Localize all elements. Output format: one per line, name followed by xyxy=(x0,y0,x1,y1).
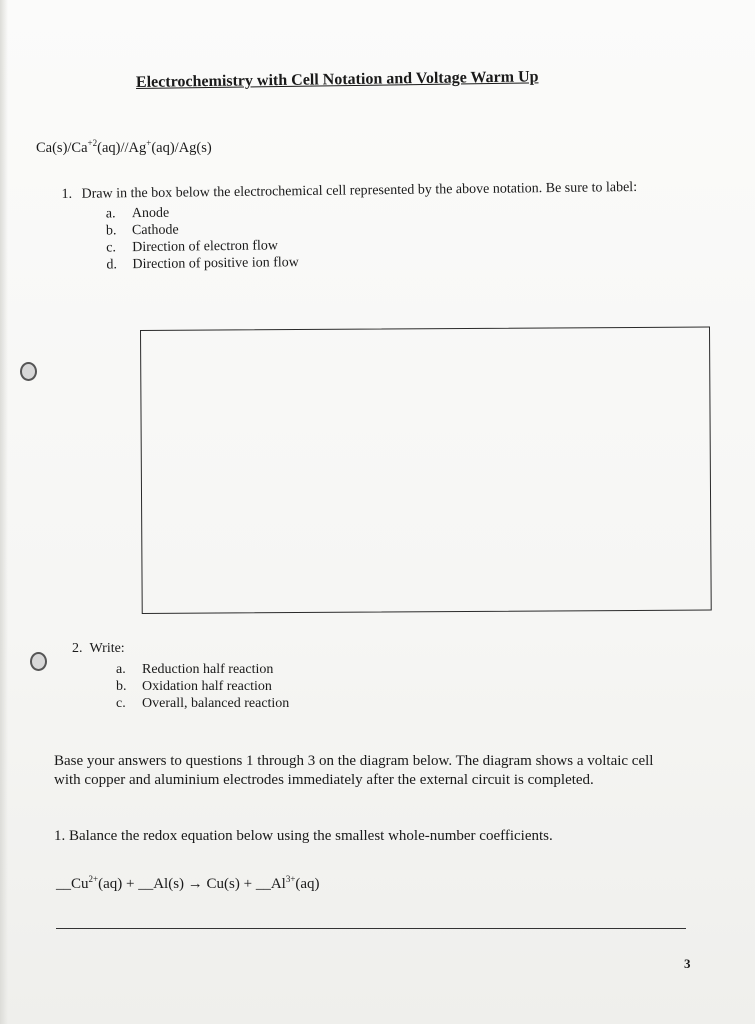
binder-hole xyxy=(30,652,47,671)
item-letter: b. xyxy=(116,678,127,694)
item-letter: b. xyxy=(105,223,117,239)
drawing-box[interactable] xyxy=(140,327,712,614)
question-number: 1. xyxy=(61,186,73,203)
question-text: Draw in the box below the electrochemical cell represented by the above notation. Be sure to label: xyxy=(81,179,638,202)
item-text: Direction of positive ion flow xyxy=(132,255,299,273)
item-letter: a. xyxy=(116,661,126,677)
item-letter: a. xyxy=(105,206,116,222)
item-letter: d. xyxy=(106,257,118,273)
item-text: Cathode xyxy=(131,222,179,239)
item-letter: c. xyxy=(106,240,117,256)
notation-part: (aq)/Ag(s) xyxy=(151,139,212,156)
equation-part: __Cu xyxy=(56,876,89,892)
question-text: Write: xyxy=(89,641,125,656)
question-2 xyxy=(72,640,289,712)
question-number: 2. xyxy=(72,641,83,656)
equation-part: (aq) + __Al(s) → Cu(s) + __Al xyxy=(98,876,286,892)
page-number: 3 xyxy=(684,956,691,971)
question-1 xyxy=(61,178,682,274)
cell-notation xyxy=(36,138,212,157)
item-text: Direction of electron flow xyxy=(132,238,279,256)
notation-superscript: +2 xyxy=(87,138,98,148)
item-text: Reduction half reaction xyxy=(142,661,274,677)
list-item xyxy=(116,695,289,712)
item-letter: c. xyxy=(116,695,126,711)
list-item xyxy=(116,661,289,678)
equation-part: (aq) xyxy=(295,876,320,892)
write-list xyxy=(116,661,289,712)
item-text: Overall, balanced reaction xyxy=(142,695,290,711)
item-text: Anode xyxy=(131,205,170,222)
notation-superscript: + xyxy=(146,138,152,148)
label-list xyxy=(106,198,683,273)
page-edge-shadow xyxy=(0,0,8,1024)
page-title: Electrochemistry with Cell Notation and Voltage Warm Up xyxy=(135,68,539,91)
answer-line[interactable] xyxy=(56,928,686,929)
redox-equation xyxy=(56,874,320,893)
balance-question: 1. Balance the redox equation below using the smallest whole-number coefficients. xyxy=(54,828,553,844)
notation-part: Ca(s)/Ca xyxy=(36,139,88,156)
equation-superscript: 2+ xyxy=(88,874,99,884)
list-item xyxy=(116,678,289,695)
question-header xyxy=(72,640,289,658)
binder-hole xyxy=(20,362,37,381)
notation-part: (aq)//Ag xyxy=(97,139,147,156)
item-text: Oxidation half reaction xyxy=(142,678,272,694)
equation-superscript: 3+ xyxy=(285,874,296,884)
base-instructions: Base your answers to questions 1 through 3 on the diagram below. The diagram shows a voltaic cell with copper and aluminium electrodes immediately after the external circuit is completed. xyxy=(54,753,654,788)
